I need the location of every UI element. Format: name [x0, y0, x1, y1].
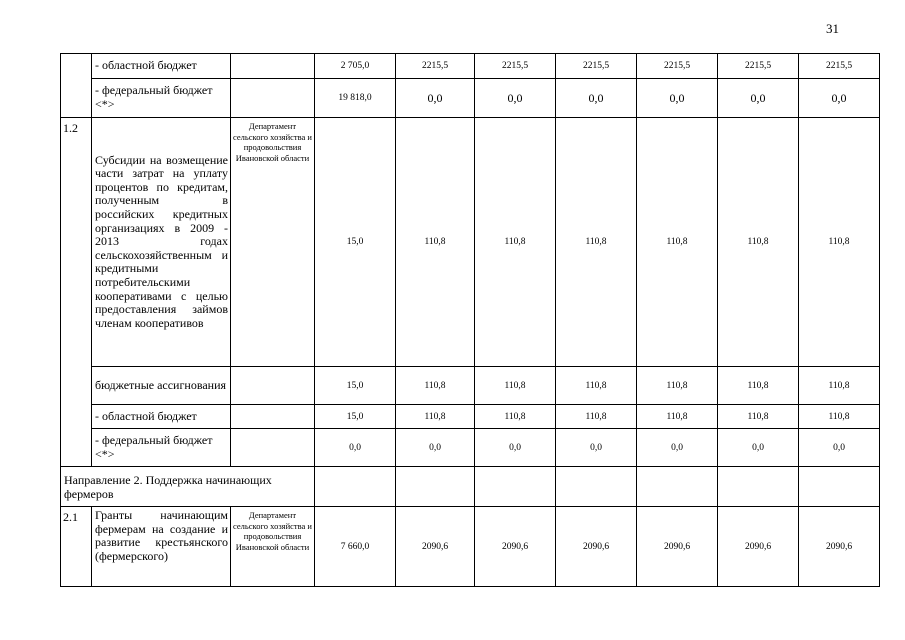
- value-cell: 110,8: [718, 118, 799, 367]
- value-cell: 0,0: [475, 79, 556, 118]
- value-cell: 0,0: [315, 429, 396, 467]
- value-cell: 2215,5: [396, 54, 475, 79]
- table-row: [61, 405, 880, 429]
- value-cell: 110,8: [718, 405, 799, 429]
- value-cell: [637, 467, 718, 507]
- value-cell: [396, 467, 475, 507]
- value-cell: 0,0: [396, 429, 475, 467]
- value-cell: 2215,5: [475, 54, 556, 79]
- value-cell: 15,0: [315, 367, 396, 405]
- table-row: [61, 507, 880, 587]
- value-cell: 110,8: [556, 118, 637, 367]
- value-cell: 2090,6: [556, 507, 637, 587]
- value-cell: [556, 467, 637, 507]
- value-cell: 110,8: [475, 405, 556, 429]
- value-cell: 110,8: [637, 118, 718, 367]
- row-name: - федеральный бюджет <*>: [92, 429, 231, 467]
- value-cell: 110,8: [799, 405, 880, 429]
- row-name: - областной бюджет: [92, 405, 231, 429]
- value-cell: 2215,5: [799, 54, 880, 79]
- value-cell: 0,0: [475, 429, 556, 467]
- value-cell: 0,0: [718, 429, 799, 467]
- executor-cell: [231, 429, 315, 467]
- value-cell: 110,8: [718, 367, 799, 405]
- executor-cell: [231, 367, 315, 405]
- value-cell: 2090,6: [718, 507, 799, 587]
- executor-cell: [231, 79, 315, 118]
- value-cell: 2090,6: [396, 507, 475, 587]
- value-cell: 19 818,0: [315, 79, 396, 118]
- row-name: Субсидии на возмещение части затрат на уплату процентов по кредитам, полученным в российских кредитных организациях в 2009 - 2013 годах сельскохозяйственным и кредитными потребительскими кооперативами с целью предоставления займов членам кооперативов: [92, 118, 231, 367]
- value-cell: 15,0: [315, 118, 396, 367]
- value-cell: 15,0: [315, 405, 396, 429]
- budget-table: [60, 53, 880, 587]
- table-row: [61, 54, 880, 79]
- row-name: - федеральный бюджет <*>: [92, 79, 231, 118]
- value-cell: 2 705,0: [315, 54, 396, 79]
- value-cell: 2215,5: [637, 54, 718, 79]
- row-name: - областной бюджет: [92, 54, 231, 79]
- table-row: [61, 367, 880, 405]
- table-row: [61, 79, 880, 118]
- value-cell: 0,0: [718, 79, 799, 118]
- executor-cell: Департамент сельского хозяйства и продовольствия Ивановской области: [231, 118, 315, 367]
- value-cell: [475, 467, 556, 507]
- value-cell: 2215,5: [718, 54, 799, 79]
- value-cell: 110,8: [637, 367, 718, 405]
- section-heading: Направление 2. Поддержка начинающих фермеров: [61, 467, 315, 507]
- row-name: бюджетные ассигнования: [92, 367, 231, 405]
- row-name: Гранты начинающим фермерам на создание и развитие крестьянского (фермерского): [92, 507, 231, 587]
- value-cell: 110,8: [396, 367, 475, 405]
- value-cell: [799, 467, 880, 507]
- value-cell: 0,0: [799, 79, 880, 118]
- value-cell: 2090,6: [475, 507, 556, 587]
- value-cell: 2090,6: [637, 507, 718, 587]
- page-number: 31: [826, 21, 839, 36]
- value-cell: 0,0: [396, 79, 475, 118]
- value-cell: 110,8: [475, 367, 556, 405]
- value-cell: 110,8: [396, 118, 475, 367]
- number-cell: [61, 54, 92, 118]
- value-cell: 0,0: [556, 79, 637, 118]
- value-cell: 0,0: [556, 429, 637, 467]
- value-cell: 110,8: [475, 118, 556, 367]
- executor-cell: Департамент сельского хозяйства и продовольствия Ивановской области: [231, 507, 315, 587]
- value-cell: 7 660,0: [315, 507, 396, 587]
- value-cell: 110,8: [799, 367, 880, 405]
- value-cell: [718, 467, 799, 507]
- value-cell: 2215,5: [556, 54, 637, 79]
- executor-cell: [231, 405, 315, 429]
- executor-cell: [231, 54, 315, 79]
- value-cell: 110,8: [556, 405, 637, 429]
- value-cell: 110,8: [556, 367, 637, 405]
- table-row: [61, 429, 880, 467]
- item-number: 1.2: [61, 118, 92, 467]
- value-cell: 0,0: [637, 79, 718, 118]
- value-cell: 0,0: [637, 429, 718, 467]
- value-cell: 110,8: [396, 405, 475, 429]
- value-cell: 110,8: [637, 405, 718, 429]
- value-cell: 0,0: [799, 429, 880, 467]
- value-cell: 2090,6: [799, 507, 880, 587]
- item-number: 2.1: [61, 507, 92, 587]
- table-row: [61, 118, 880, 367]
- table-row: [61, 467, 880, 507]
- value-cell: [315, 467, 396, 507]
- value-cell: 110,8: [799, 118, 880, 367]
